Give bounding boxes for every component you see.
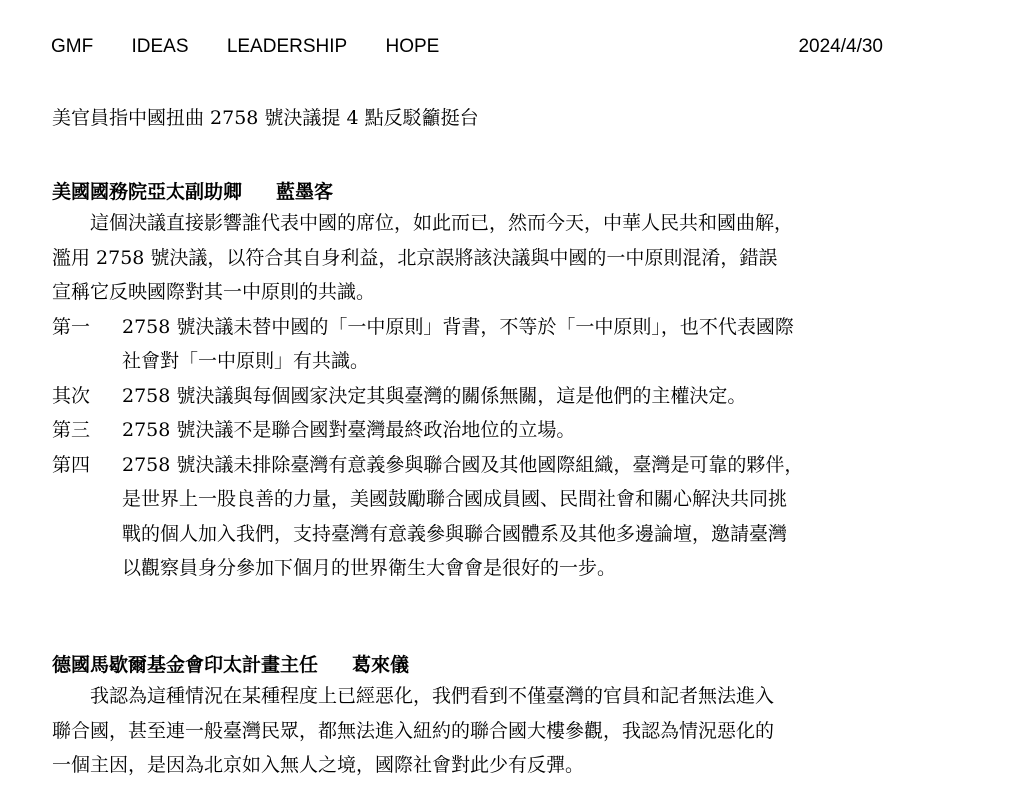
point-item	[52, 413, 982, 448]
speaker-name: 葛來儀	[352, 654, 410, 676]
document-headline: 美官員指中國扭曲 2758 號決議提 4 點反駁籲挺台	[52, 107, 479, 129]
speaker-heading	[52, 178, 982, 206]
point-text: 2758 號決議不是聯合國對臺灣最終政治地位的立場。	[122, 419, 576, 441]
point-label: 第四	[52, 453, 91, 476]
point-text: 2758 號決議與每個國家決定其與臺灣的關係無關，這是他們的主權決定。	[122, 384, 747, 407]
header-nav-item-gmf: GMF	[51, 36, 94, 57]
speaker-title: 美國國務院亞太副助卿	[52, 181, 243, 203]
speaker-title: 德國馬歇爾基金會印太計畫主任	[52, 654, 319, 676]
point-label: 第一	[52, 315, 91, 338]
speaker-heading	[52, 651, 982, 679]
point-item	[52, 379, 982, 414]
header-nav-item-hope: HOPE	[385, 36, 440, 57]
header-nav-item-leadership: LEADERSHIP	[226, 36, 348, 57]
page-header	[51, 34, 891, 60]
speaker-statement: 我認為這種情況在某種程度上已經惡化，我們看到不僅臺灣的官員和記者無法進入 聯合國，甚至連一般臺灣民眾，都無法進入紐約的聯合國大樓參觀，我認為情況惡化的 一個主因，是因為北京如入無人之境，國際社會對此少有反彈。	[52, 685, 775, 776]
point-item	[52, 448, 982, 586]
point-text: 2758 號決議未排除臺灣有意義參與聯合國及其他國際組織，臺灣是可靠的夥伴， 是世界上一股良善的力量，美國鼓勵聯合國成員國、民間社會和關心解決共同挑 戰的個人加入我們，支持臺灣有意義參與聯合國體系及其他多邊論壇，邀請臺灣 以觀察員身分參加下個月的世界衛生大會會是很好的一步。	[122, 453, 804, 579]
point-label: 其次	[52, 384, 91, 407]
speaker-statement: 這個決議直接影響誰代表中國的席位，如此而已，然而今天，中華人民共和國曲解， 濫用 2758 號決議，以符合其自身利益，北京誤將該決議與中國的一中原則混淆，錯誤 宣稱它反映國際對其一中原則的共識。	[52, 212, 794, 303]
header-date: 2024/4/30	[798, 36, 883, 57]
section-rapkin	[52, 178, 982, 586]
speaker-name: 藍墨客	[276, 181, 334, 203]
header-nav	[51, 34, 472, 60]
point-item	[52, 310, 982, 379]
section-glaser	[52, 651, 982, 783]
header-nav-item-ideas: IDEAS	[131, 36, 189, 57]
point-text: 2758 號決議未替中國的「一中原則」背書，不等於「一中原則」，也不代表國際 社會對「一中原則」有共識。	[122, 315, 794, 372]
point-label: 第三	[52, 419, 91, 441]
